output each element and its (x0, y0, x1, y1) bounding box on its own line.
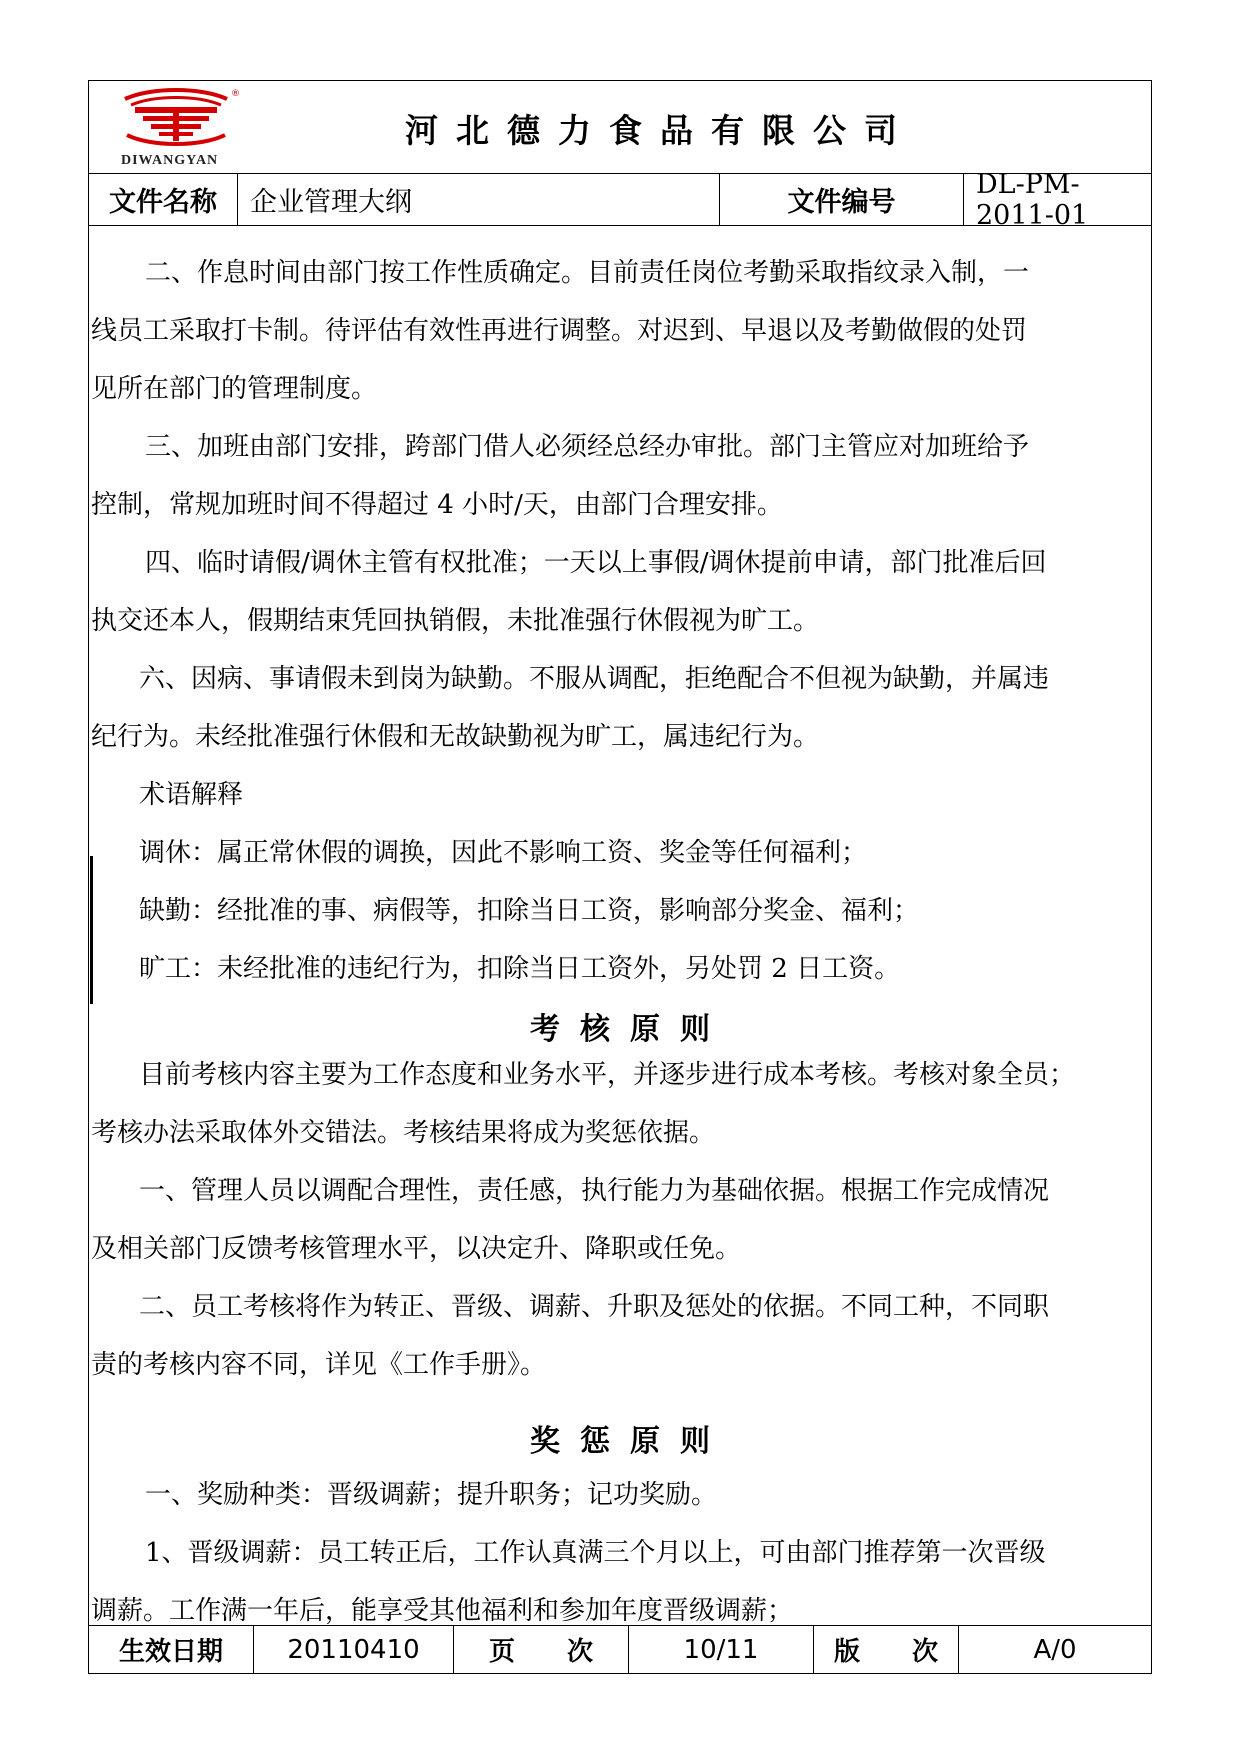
document-meta-row (89, 168, 1151, 231)
paragraph-line: 一、管理人员以调配合理性，责任感，执行能力为基础依据。根据工作完成情况 (139, 1176, 1050, 1206)
effective-date-label: 生效日期 (89, 1626, 254, 1673)
paragraph-line: 执交还本人，假期结束凭回执销假，未批准强行休假视为旷工。 (91, 606, 820, 636)
file-no-label: 文件编号 (720, 174, 964, 225)
paragraph-line: 责的考核内容不同，详见《工作手册》。 (91, 1350, 547, 1380)
paragraph-line: 考核办法采取体外交错法。考核结果将成为奖惩依据。 (91, 1118, 716, 1148)
paragraph-line: 线员工采取打卡制。待评估有效性再进行调整。对迟到、早退以及考勤做假的处罚 (91, 316, 1028, 346)
paragraph-line: 六、因病、事请假未到岗为缺勤。不服从调配，拒绝配合不但视为缺勤，并属违 (139, 664, 1050, 694)
paragraph-line: 缺勤：经批准的事、病假等，扣除当日工资，影响部分奖金、福利； (139, 896, 920, 926)
paragraph-line: 目前考核内容主要为工作态度和业务水平，并逐步进行成本考核。考核对象全员； (139, 1060, 1076, 1090)
paragraph-line: 二、作息时间由部门按工作性质确定。目前责任岗位考勤采取指纹录入制，一 (119, 258, 1030, 288)
paragraph-line: 旷工：未经批准的违纪行为，扣除当日工资外，另处罚 2 日工资。 (139, 954, 901, 984)
paragraph-line: 见所在部门的管理制度。 (91, 374, 378, 404)
version-value: A/0 (1033, 1634, 1077, 1665)
brand-name: DIWANGYAN (121, 153, 219, 168)
file-name-value: 企业管理大纲 (238, 174, 720, 225)
registered-mark: ® (231, 89, 240, 99)
paragraph-line: 纪行为。未经批准强行休假和无故缺勤视为旷工，属违纪行为。 (91, 722, 820, 752)
company-name: 河北德力食品有限公司 (405, 111, 915, 150)
paragraph-line: 及相关部门反馈考核管理水平，以决定升、降职或任免。 (91, 1234, 742, 1264)
file-name-label: 文件名称 (89, 174, 238, 225)
page-value: 10/11 (629, 1626, 814, 1673)
effective-date-value: 20110410 (254, 1626, 454, 1673)
paragraph-line: 调休：属正常休假的调换，因此不影响工资、奖金等任何福利； (139, 838, 868, 868)
section-heading-assessment: 考核原则 (530, 1012, 730, 1047)
document-footer (89, 1625, 1151, 1673)
document-header (89, 81, 1151, 174)
paragraph-line: 1、晋级调薪：员工转正后，工作认真满三个月以上，可由部门推荐第一次晋级 (119, 1538, 1046, 1568)
paragraph-line: 二、员工考核将作为转正、晋级、调薪、升职及惩处的依据。不同工种，不同职 (139, 1292, 1050, 1322)
version-label: 版 次 (814, 1626, 959, 1673)
page-label: 页 次 (454, 1626, 629, 1673)
paragraph-line: 三、加班由部门安排，跨部门借人必须经总经办审批。部门主管应对加班给予 (119, 432, 1030, 462)
paragraph-line: 控制，常规加班时间不得超过 4 小时/天，由部门合理安排。 (91, 490, 783, 520)
paragraph-line: 术语解释 (139, 780, 244, 810)
document-body (91, 226, 1149, 1626)
paragraph-line: 一、奖励种类：晋级调薪；提升职务；记功奖励。 (119, 1480, 718, 1510)
margin-bar (90, 856, 93, 1004)
document-frame (88, 80, 1152, 1674)
paragraph-line: 四、临时请假/调休主管有权批准；一天以上事假/调休提前申请，部门批准后回 (119, 548, 1047, 578)
file-no-value: DL-PM-2011-01 (976, 168, 1089, 231)
paragraph-line: 调薪。工作满一年后，能享受其他福利和参加年度晋级调薪； (91, 1596, 794, 1626)
section-heading-reward: 奖惩原则 (530, 1424, 730, 1459)
